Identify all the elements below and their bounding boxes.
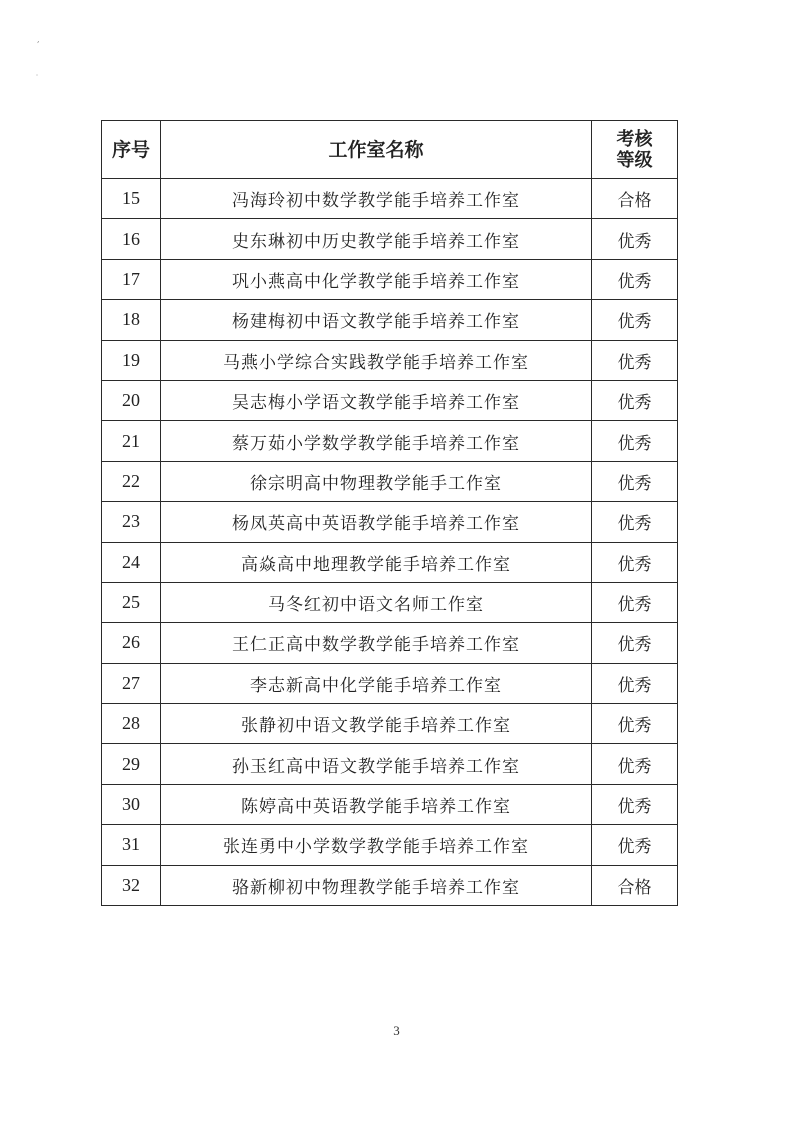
scan-speck: ˙ [35, 74, 39, 83]
header-index: 序号 [102, 121, 161, 179]
table-row [102, 219, 678, 259]
assessment-grade: 优秀 [592, 663, 678, 703]
assessment-grade: 优秀 [592, 744, 678, 784]
studio-name: 巩小燕高中化学教学能手培养工作室 [161, 259, 592, 299]
table-row [102, 259, 678, 299]
row-index: 27 [102, 663, 161, 703]
table-row [102, 461, 678, 501]
table-row [102, 865, 678, 905]
row-index: 19 [102, 340, 161, 380]
table-row [102, 582, 678, 622]
row-index: 17 [102, 259, 161, 299]
studio-name: 杨凤英高中英语教学能手培养工作室 [161, 502, 592, 542]
studio-name: 蔡万茹小学数学教学能手培养工作室 [161, 421, 592, 461]
studio-name: 马燕小学综合实践教学能手培养工作室 [161, 340, 592, 380]
table-row [102, 704, 678, 744]
row-index: 15 [102, 179, 161, 219]
row-index: 20 [102, 380, 161, 420]
row-index: 22 [102, 461, 161, 501]
row-index: 31 [102, 825, 161, 865]
assessment-grade: 优秀 [592, 259, 678, 299]
studio-name: 徐宗明高中物理教学能手工作室 [161, 461, 592, 501]
row-index: 21 [102, 421, 161, 461]
page-number: 3 [393, 1023, 400, 1038]
row-index: 29 [102, 744, 161, 784]
table-row [102, 300, 678, 340]
assessment-grade: 优秀 [592, 300, 678, 340]
studio-name: 马冬红初中语文名师工作室 [161, 582, 592, 622]
studio-name: 高焱高中地理教学能手培养工作室 [161, 542, 592, 582]
row-index: 23 [102, 502, 161, 542]
table-row [102, 340, 678, 380]
table-row [102, 179, 678, 219]
studio-name: 杨建梅初中语文教学能手培养工作室 [161, 300, 592, 340]
row-index: 32 [102, 865, 161, 905]
assessment-grade: 优秀 [592, 219, 678, 259]
table-row [102, 502, 678, 542]
table-row [102, 784, 678, 824]
row-index: 28 [102, 704, 161, 744]
assessment-grade: 优秀 [592, 502, 678, 542]
studio-name: 骆新柳初中物理教学能手培养工作室 [161, 865, 592, 905]
studio-name: 冯海玲初中数学教学能手培养工作室 [161, 179, 592, 219]
table-row [102, 542, 678, 582]
row-index: 30 [102, 784, 161, 824]
assessment-grade: 优秀 [592, 421, 678, 461]
assessment-grade: 优秀 [592, 704, 678, 744]
assessment-grade: 优秀 [592, 461, 678, 501]
studio-name: 史东琳初中历史教学能手培养工作室 [161, 219, 592, 259]
row-index: 24 [102, 542, 161, 582]
assessment-grade: 合格 [592, 179, 678, 219]
table-row [102, 744, 678, 784]
header-grade [592, 121, 678, 179]
table-row [102, 825, 678, 865]
header-row [102, 121, 678, 179]
assessment-grade: 优秀 [592, 623, 678, 663]
table-row [102, 380, 678, 420]
studio-name: 孙玉红高中语文教学能手培养工作室 [161, 744, 592, 784]
row-index: 16 [102, 219, 161, 259]
assessment-grade: 优秀 [592, 825, 678, 865]
row-index: 26 [102, 623, 161, 663]
studio-name: 张静初中语文教学能手培养工作室 [161, 704, 592, 744]
scan-speck: , [37, 35, 40, 44]
studio-name: 张连勇中小学数学教学能手培养工作室 [161, 825, 592, 865]
row-index: 18 [102, 300, 161, 340]
studio-name: 陈婷高中英语教学能手培养工作室 [161, 784, 592, 824]
studio-assessment-table [101, 120, 678, 906]
studio-name: 吴志梅小学语文教学能手培养工作室 [161, 380, 592, 420]
header-grade-line2: 等级 [616, 149, 653, 171]
assessment-grade: 优秀 [592, 582, 678, 622]
header-studio-name: 工作室名称 [161, 121, 592, 179]
assessment-grade: 优秀 [592, 380, 678, 420]
studio-name: 王仁正高中数学教学能手培养工作室 [161, 623, 592, 663]
studio-name: 李志新高中化学能手培养工作室 [161, 663, 592, 703]
row-index: 25 [102, 582, 161, 622]
header-grade-line1: 考核 [616, 128, 653, 150]
assessment-grade: 优秀 [592, 784, 678, 824]
assessment-grade: 优秀 [592, 542, 678, 582]
table-row [102, 421, 678, 461]
table-row [102, 623, 678, 663]
table-header [102, 121, 678, 179]
table-body [102, 179, 678, 906]
table-row [102, 663, 678, 703]
assessment-grade: 合格 [592, 865, 678, 905]
assessment-grade: 优秀 [592, 340, 678, 380]
